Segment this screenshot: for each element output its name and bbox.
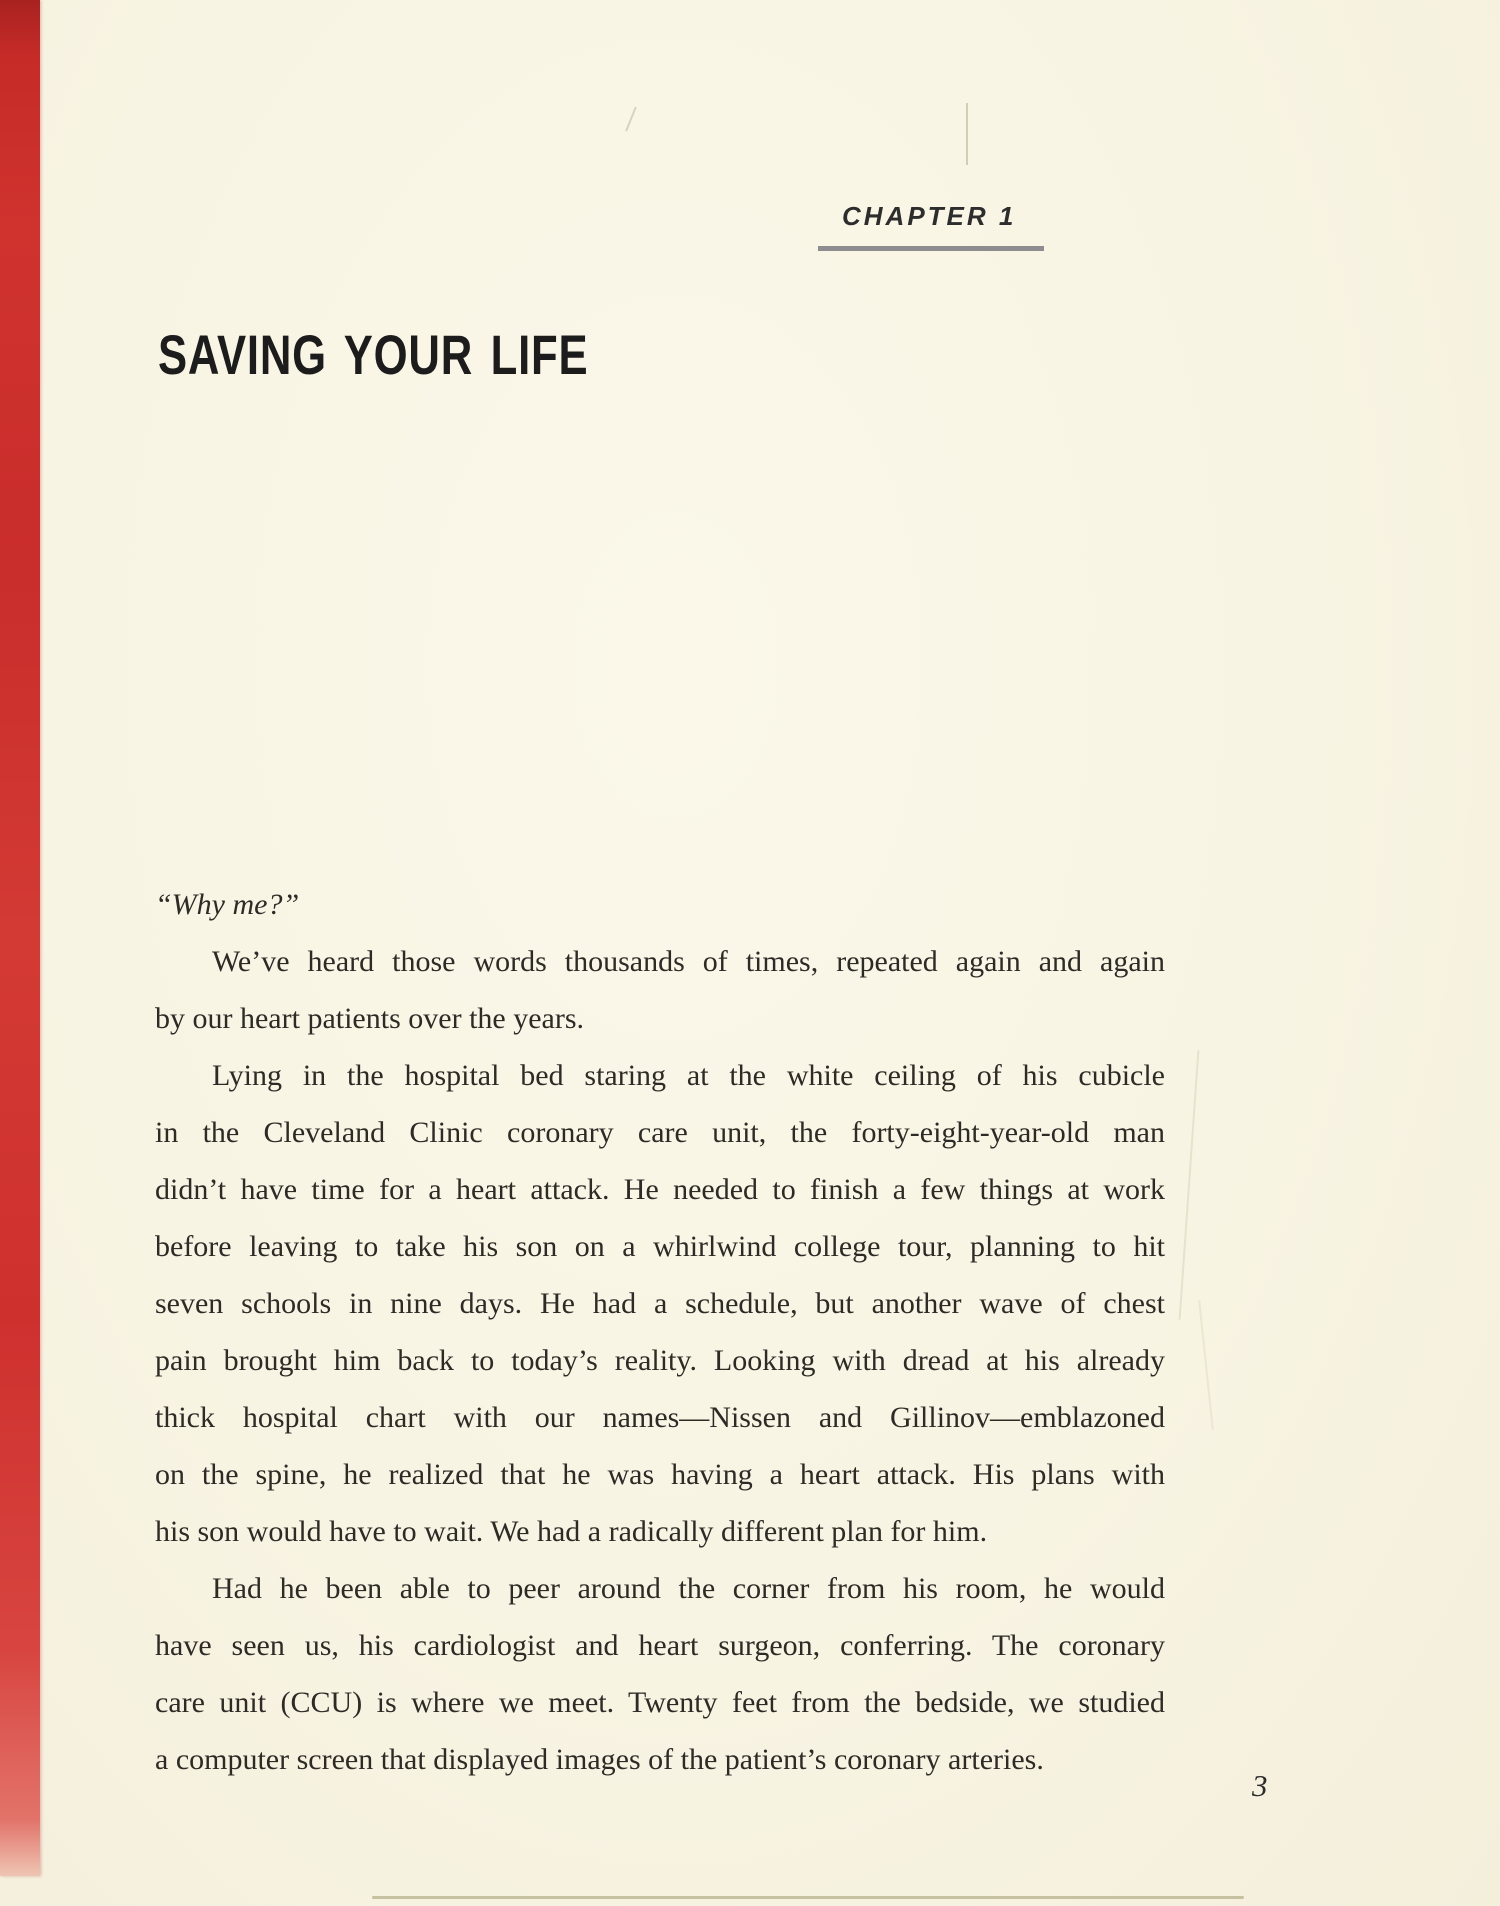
- body-line: Had he been able to peer around the corner from his room, he would: [212, 1572, 1165, 1605]
- body-line: seven schools in nine days. He had a schedule, but another wave of chest: [155, 1287, 1165, 1320]
- body-line: in the Cleveland Clinic coronary care unit, the forty-eight-year-old man: [155, 1116, 1165, 1149]
- body-line: pain brought him back to today’s reality. Looking with dread at his already: [155, 1344, 1165, 1377]
- chapter-label: CHAPTER 1: [842, 201, 1017, 231]
- body-line: a computer screen that displayed images of the patient’s coronary arteries.: [155, 1743, 1044, 1776]
- scan-artifact: [625, 107, 637, 132]
- body-line: We’ve heard those words thousands of times, repeated again and again: [212, 945, 1165, 978]
- scan-artifact: [966, 103, 968, 165]
- body-line: before leaving to take his son on a whirlwind college tour, planning to hit: [155, 1230, 1165, 1263]
- page-title: SAVING YOUR LIFE: [158, 323, 589, 386]
- body-line: “Why me?”: [155, 888, 300, 921]
- scan-artifact: [1179, 1050, 1200, 1319]
- book-edge-strip: [0, 0, 40, 1876]
- body-line: on the spine, he realized that he was having a heart attack. His plans with: [155, 1458, 1165, 1491]
- chapter-rule: [818, 246, 1044, 251]
- body-line: care unit (CCU) is where we meet. Twenty feet from the bedside, we studied: [155, 1686, 1165, 1719]
- body-line: his son would have to wait. We had a radically different plan for him.: [155, 1515, 988, 1548]
- body-text: [155, 876, 1165, 1788]
- body-line: have seen us, his cardiologist and heart surgeon, conferring. The coronary: [155, 1629, 1165, 1662]
- body-line: didn’t have time for a heart attack. He needed to finish a few things at work: [155, 1173, 1165, 1206]
- body-line: by our heart patients over the years.: [155, 1002, 585, 1035]
- body-line: Lying in the hospital bed staring at the white ceiling of his cubicle: [212, 1059, 1165, 1092]
- scan-artifact: [1198, 1300, 1214, 1429]
- page-edge-line: [372, 1896, 1244, 1899]
- page-number: 3: [1252, 1768, 1268, 1803]
- body-line: thick hospital chart with our names—Nissen and Gillinov—emblazoned: [155, 1401, 1165, 1434]
